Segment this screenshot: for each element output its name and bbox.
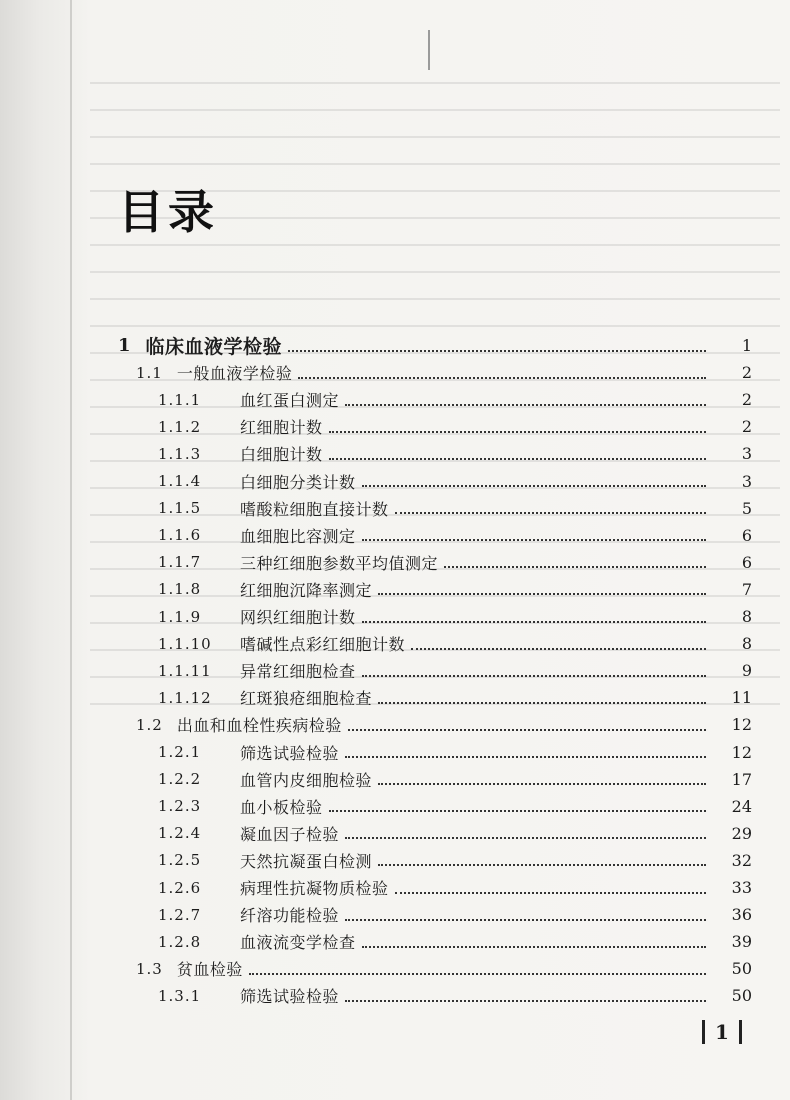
toc-leader-dots — [378, 862, 706, 866]
toc-entry[interactable] — [0, 495, 752, 522]
toc-entry-title: 天然抗凝蛋白检测 — [240, 851, 373, 871]
toc-leader-dots — [345, 402, 706, 406]
toc-entry-number: 1.1.9 — [158, 607, 202, 626]
toc-entry-page: 17 — [731, 769, 752, 789]
toc-entry-page: 6 — [741, 552, 752, 572]
toc-entry[interactable] — [0, 386, 752, 413]
toc-entry-page: 2 — [741, 390, 752, 410]
toc-entry-number: 1.1.12 — [158, 688, 212, 707]
toc-entry[interactable] — [0, 440, 752, 467]
toc-entry-page: 9 — [741, 661, 752, 681]
toc-entry[interactable] — [0, 820, 752, 847]
toc-entry-page: 6 — [741, 525, 752, 545]
toc-entry[interactable] — [0, 468, 752, 495]
toc-entry-page: 11 — [731, 688, 752, 708]
toc-entry-title: 红细胞沉降率测定 — [240, 580, 373, 600]
toc-leader-dots — [362, 483, 706, 487]
toc-entry-title: 嗜碱性点彩红细胞计数 — [240, 635, 406, 655]
toc-entry-page: 32 — [731, 850, 752, 870]
toc-entry-page: 7 — [741, 579, 752, 599]
toc-leader-dots — [395, 510, 706, 514]
page-number: 1 — [715, 1020, 729, 1044]
toc-entry-title: 纤溶功能检验 — [240, 906, 340, 926]
toc-entry[interactable] — [0, 874, 752, 901]
toc-entry-title: 筛选试验检验 — [240, 743, 340, 763]
toc-entry-number: 1.1.6 — [158, 526, 202, 545]
toc-entry-page: 24 — [731, 796, 752, 816]
page-title: 目录 — [118, 185, 218, 239]
toc-leader-dots — [288, 348, 706, 352]
toc-leader-dots — [298, 375, 706, 379]
toc-entry-title: 白细胞计数 — [240, 445, 323, 465]
toc-entry-page: 12 — [731, 715, 752, 735]
toc-entry-page: 5 — [741, 498, 752, 518]
toc-leader-dots — [362, 944, 706, 948]
toc-entry[interactable] — [0, 739, 752, 766]
toc-leader-dots — [378, 591, 706, 595]
toc-entry[interactable] — [0, 413, 752, 440]
fold-mark — [428, 30, 430, 70]
toc-entry-number: 1.2 — [136, 715, 163, 734]
toc-leader-dots — [395, 890, 706, 894]
toc-entry-title: 凝血因子检验 — [240, 824, 340, 844]
toc-entry[interactable] — [0, 657, 752, 684]
toc-leader-dots — [345, 754, 706, 758]
toc-entry[interactable] — [0, 847, 752, 874]
toc-entry-number: 1.2.5 — [158, 851, 202, 870]
toc-entry-title: 一般血液学检验 — [176, 364, 293, 384]
toc-entry-page: 12 — [731, 742, 752, 762]
toc-entry-number: 1.1.1 — [158, 390, 202, 409]
toc-entry-title: 血管内皮细胞检验 — [240, 770, 373, 790]
toc-entry-number: 1.1.2 — [158, 417, 202, 436]
toc-entry[interactable] — [0, 332, 752, 359]
toc-entry-title: 白细胞分类计数 — [240, 472, 356, 492]
page-number-footer — [702, 1020, 742, 1044]
toc-leader-dots — [362, 537, 706, 541]
toc-entry-title: 血红蛋白测定 — [240, 391, 340, 411]
toc-entry[interactable] — [0, 982, 752, 1009]
toc-entry-title: 出血和血栓性疾病检验 — [176, 716, 342, 736]
toc-entry[interactable] — [0, 955, 752, 982]
toc-entry-page: 2 — [741, 417, 752, 437]
toc-entry-page: 8 — [741, 634, 752, 654]
toc-entry[interactable] — [0, 684, 752, 711]
toc-entry-title: 筛选试验检验 — [240, 987, 340, 1007]
toc-entry-page: 39 — [731, 932, 752, 952]
toc-entry-number: 1.1.5 — [158, 499, 202, 518]
toc-entry-title: 临床血液学检验 — [145, 336, 283, 358]
toc-leader-dots — [411, 646, 706, 650]
toc-entry-title: 嗜酸粒细胞直接计数 — [240, 499, 389, 519]
toc-leader-dots — [444, 564, 706, 568]
toc-entry-number: 1.1.11 — [158, 661, 212, 680]
toc-entry[interactable] — [0, 576, 752, 603]
toc-entry-title: 网织红细胞计数 — [240, 608, 356, 627]
toc-leader-dots — [345, 835, 706, 839]
toc-entry-title: 红斑狼疮细胞检查 — [240, 689, 373, 709]
toc-leader-dots — [345, 998, 706, 1002]
toc-entry-page: 8 — [741, 607, 752, 626]
toc-entry-number: 1.2.6 — [158, 878, 202, 897]
toc-leader-dots — [329, 808, 706, 812]
toc-entry-number: 1.1.7 — [158, 553, 202, 572]
toc-entry[interactable] — [0, 603, 752, 630]
toc-leader-dots — [329, 429, 706, 433]
toc-entry-number: 1 — [118, 335, 132, 356]
toc-entry-page: 50 — [731, 959, 752, 979]
page-number-bar-left — [702, 1020, 705, 1044]
toc-leader-dots — [348, 727, 706, 731]
toc-entry-title: 异常红细胞检查 — [240, 662, 356, 682]
toc-leader-dots — [362, 673, 706, 677]
toc-leader-dots — [378, 781, 706, 785]
toc-entry-number: 1.3 — [136, 959, 163, 978]
toc-entry-number: 1.2.3 — [158, 797, 202, 816]
toc-entry-number: 1.2.8 — [158, 932, 202, 951]
toc-entry[interactable] — [0, 793, 752, 820]
toc-entry-page: 50 — [731, 986, 752, 1006]
toc-entry-number: 1.1 — [136, 363, 163, 382]
toc-entry[interactable] — [0, 549, 752, 576]
toc-entry-number: 1.1.8 — [158, 580, 202, 599]
toc-leader-dots — [249, 971, 706, 975]
toc-entry-number: 1.2.7 — [158, 905, 202, 924]
toc-entry[interactable] — [0, 359, 752, 386]
toc-entry-number: 1.2.4 — [158, 824, 202, 843]
toc-entry-title: 贫血检验 — [176, 960, 243, 980]
toc-entry[interactable] — [0, 766, 752, 793]
toc-entry-page: 36 — [731, 905, 752, 925]
toc-entry-title: 血液流变学检查 — [240, 933, 356, 953]
toc-entry-title: 血小板检验 — [240, 797, 323, 817]
toc-entry-number: 1.3.1 — [158, 986, 202, 1005]
toc-entry-number: 1.2.2 — [158, 770, 202, 789]
toc-entry-page: 1 — [741, 336, 752, 355]
toc-entry-page: 3 — [741, 444, 752, 464]
toc-entry[interactable] — [0, 928, 752, 955]
toc-entry-title: 红细胞计数 — [240, 418, 323, 438]
toc-entry-number: 1.1.3 — [158, 444, 202, 463]
toc-entry-number: 1.1.4 — [158, 472, 202, 490]
toc-entry-number: 1.1.10 — [158, 634, 212, 653]
toc-entry-page: 33 — [731, 878, 752, 897]
toc-entry[interactable] — [0, 901, 752, 928]
toc-entry-page: 3 — [741, 471, 752, 491]
toc-leader-dots — [378, 700, 706, 704]
toc-entry-page: 2 — [741, 363, 752, 383]
toc-entry-title: 病理性抗凝物质检验 — [240, 879, 389, 898]
toc-leader-dots — [329, 456, 706, 460]
toc-entry[interactable] — [0, 711, 752, 738]
toc-entry[interactable] — [0, 630, 752, 657]
toc-entry-number: 1.2.1 — [158, 743, 202, 761]
toc-entry[interactable] — [0, 522, 752, 549]
toc-entry-page: 29 — [731, 823, 752, 843]
toc-leader-dots — [345, 917, 706, 921]
toc-entry-title: 三种红细胞参数平均值测定 — [240, 553, 439, 573]
page-number-bar-right — [739, 1020, 742, 1044]
toc-entry-title: 血细胞比容测定 — [240, 526, 356, 546]
toc-leader-dots — [362, 619, 706, 623]
